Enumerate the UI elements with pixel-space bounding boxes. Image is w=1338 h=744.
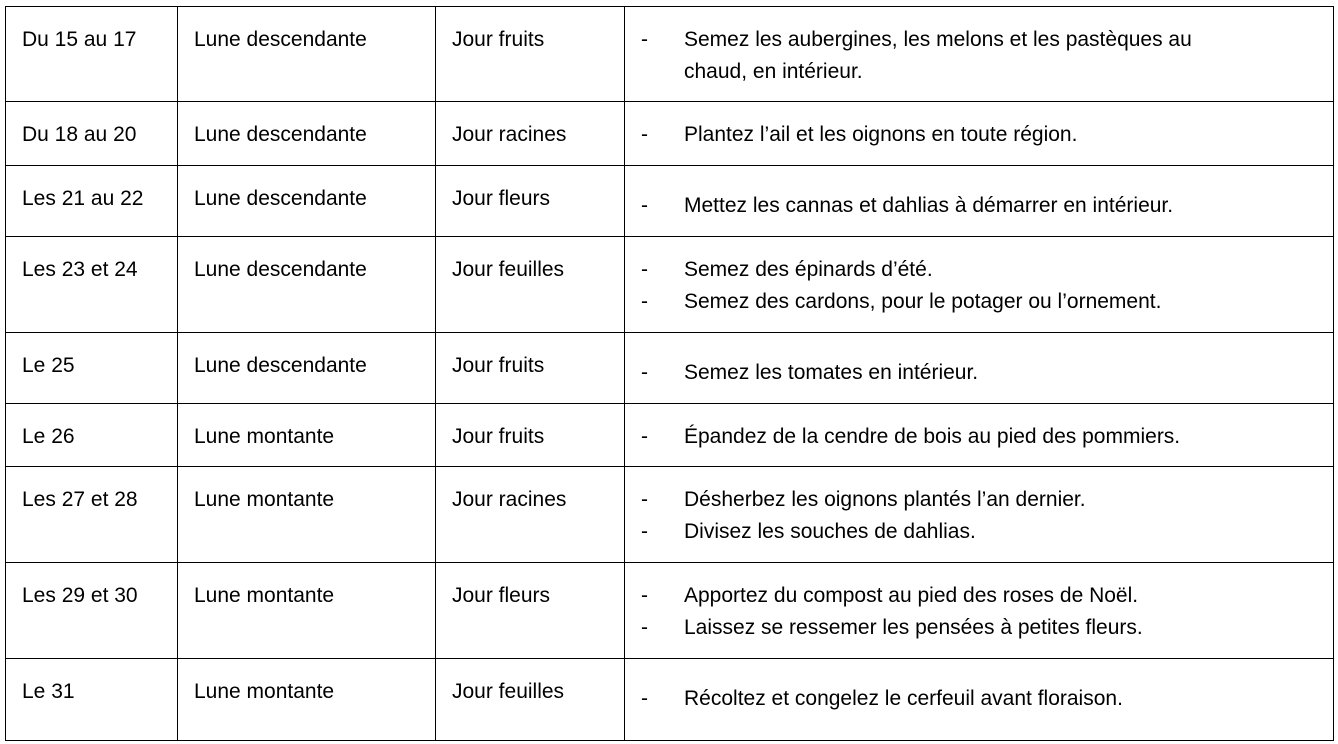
moon-calendar-table: [5, 6, 1334, 741]
moon-phase-cell: Lune montante: [178, 404, 436, 467]
day-type-cell: Jour feuilles: [436, 659, 625, 741]
tasks-cell: [625, 166, 1334, 237]
moon-phase-cell: Lune descendante: [178, 102, 436, 166]
table-row: [6, 102, 1334, 166]
date-cell: Les 29 et 30: [6, 563, 178, 659]
task-text: Épandez de la cendre de bois au pied des pommiers.: [684, 425, 1181, 448]
task-list: [641, 119, 1333, 151]
day-type-cell: Jour fruits: [436, 333, 625, 404]
moon-phase-cell: Lune descendante: [178, 333, 436, 404]
task-text: Semez les tomates en intérieur.: [684, 361, 979, 384]
task-item: [641, 357, 1333, 389]
bullet-dash: -: [641, 584, 648, 607]
date-cell: Les 21 au 22: [6, 166, 178, 237]
task-text: Désherbez les oignons plantés l’an dernier.: [684, 488, 1086, 511]
task-item: [641, 286, 1333, 318]
bullet-dash: -: [641, 123, 648, 146]
tasks-cell: [625, 7, 1334, 102]
bullet-dash: -: [641, 616, 648, 639]
task-item: [641, 24, 1333, 88]
day-type-cell: Jour racines: [436, 102, 625, 166]
task-list: [641, 254, 1333, 318]
day-type-cell: Jour fleurs: [436, 563, 625, 659]
bullet-dash: -: [641, 520, 648, 543]
tasks-cell: [625, 563, 1334, 659]
day-type-cell: Jour racines: [436, 467, 625, 563]
bullet-dash: -: [641, 194, 648, 217]
table-row: [6, 659, 1334, 741]
moon-phase-cell: Lune montante: [178, 659, 436, 741]
day-type-cell: Jour fruits: [436, 404, 625, 467]
bullet-dash: -: [641, 361, 648, 384]
date-cell: Du 18 au 20: [6, 102, 178, 166]
task-item: [641, 683, 1333, 715]
table-row: [6, 467, 1334, 563]
task-item: [641, 190, 1333, 222]
bullet-dash: -: [641, 290, 648, 313]
bullet-dash: -: [641, 488, 648, 511]
bullet-dash: -: [641, 28, 648, 51]
date-cell: Le 26: [6, 404, 178, 467]
moon-phase-cell: Lune descendante: [178, 166, 436, 237]
tasks-cell: [625, 237, 1334, 333]
task-list: [641, 24, 1333, 88]
task-list: [641, 484, 1333, 548]
task-list: [641, 683, 1333, 715]
bullet-dash: -: [641, 687, 648, 710]
task-item: [641, 254, 1333, 286]
task-text: Laissez se ressemer les pensées à petites fleurs.: [684, 616, 1143, 639]
day-type-cell: Jour fruits: [436, 7, 625, 102]
tasks-cell: [625, 467, 1334, 563]
task-item: [641, 612, 1333, 644]
task-item: [641, 119, 1333, 151]
moon-phase-cell: Lune montante: [178, 563, 436, 659]
task-list: [641, 421, 1333, 453]
task-text: Semez des cardons, pour le potager ou l’ornement.: [684, 290, 1162, 313]
task-text: Récoltez et congelez le cerfeuil avant floraison.: [684, 687, 1123, 710]
day-type-cell: Jour fleurs: [436, 166, 625, 237]
table-body: [6, 7, 1334, 741]
bullet-dash: -: [641, 425, 648, 448]
day-type-cell: Jour feuilles: [436, 237, 625, 333]
task-text: Semez les aubergines, les melons et les pastèques au chaud, en intérieur.: [684, 28, 1192, 83]
table-row: [6, 404, 1334, 467]
tasks-cell: [625, 102, 1334, 166]
date-cell: Le 31: [6, 659, 178, 741]
task-text: Divisez les souches de dahlias.: [684, 520, 976, 543]
date-cell: Du 15 au 17: [6, 7, 178, 102]
task-list: [641, 357, 1333, 389]
bullet-dash: -: [641, 258, 648, 281]
table-row: [6, 563, 1334, 659]
moon-phase-cell: Lune descendante: [178, 237, 436, 333]
table-row: [6, 237, 1334, 333]
task-list: [641, 580, 1333, 644]
moon-phase-cell: Lune descendante: [178, 7, 436, 102]
task-item: [641, 516, 1333, 548]
date-cell: Le 25: [6, 333, 178, 404]
table-row: [6, 333, 1334, 404]
tasks-cell: [625, 404, 1334, 467]
table-row: [6, 166, 1334, 237]
table-row: [6, 7, 1334, 102]
tasks-cell: [625, 333, 1334, 404]
task-text: Semez des épinards d’été.: [684, 258, 933, 281]
task-text: Mettez les cannas et dahlias à démarrer en intérieur.: [684, 194, 1174, 217]
moon-phase-cell: Lune montante: [178, 467, 436, 563]
tasks-cell: [625, 659, 1334, 741]
task-list: [641, 190, 1333, 222]
task-text: Apportez du compost au pied des roses de Noël.: [684, 584, 1139, 607]
task-item: [641, 484, 1333, 516]
task-item: [641, 580, 1333, 612]
date-cell: Les 27 et 28: [6, 467, 178, 563]
task-text: Plantez l’ail et les oignons en toute région.: [684, 123, 1078, 146]
task-item: [641, 421, 1333, 453]
date-cell: Les 23 et 24: [6, 237, 178, 333]
